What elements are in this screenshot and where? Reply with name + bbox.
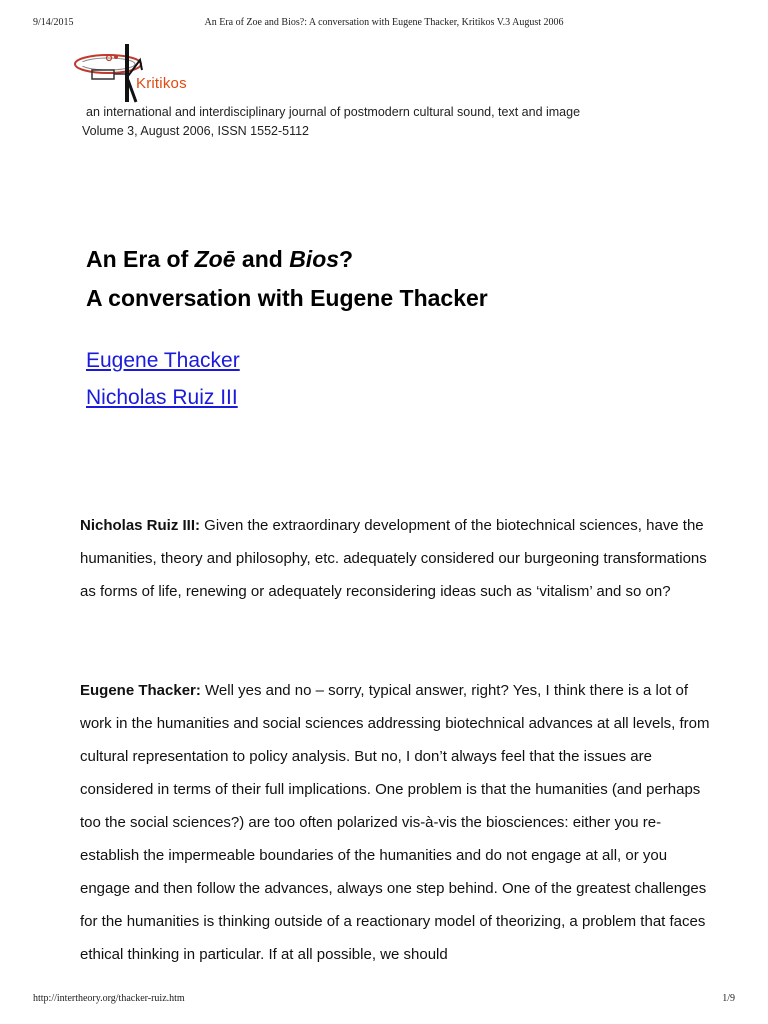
author-links: [86, 342, 240, 416]
title-zoe: Zoē: [194, 246, 236, 272]
print-url: http://intertheory.org/thacker-ruiz.htm: [33, 993, 185, 1004]
article-title-line-1: [86, 240, 488, 279]
title-suffix: ?: [339, 246, 354, 272]
journal-volume: Volume 3, August 2006, ISSN 1552-5112: [82, 124, 310, 138]
journal-description: an international and interdisciplinary journal of postmodern cultural sound, text and image: [86, 105, 581, 119]
kritikos-logo-text: Kritikos: [136, 75, 187, 92]
title-bios: Bios: [289, 246, 340, 272]
print-date: 9/14/2015: [33, 17, 74, 28]
speaker-label: Eugene Thacker:: [80, 682, 201, 699]
paragraph-text: Well yes and no – sorry, typical answer, right? Yes, I think there is a lot of work in the humanities and social sciences addressing biotechnical advances at all levels, from cultural representation to policy analysis. But no, I don’t always feel that the issues are considered in terms of their full implications. One problem is that the humanities (and perhaps too the social sciences?) are too often polarized vis-à-vis the biosciences: either you re-establish the impermeable boundaries of the humanities and do not engage at all, or you engage and then follow the advances, always one step behind. One of the greatest challenges for the humanities is thinking outside of a reactionary model of theorizing, a problem that faces ethical thinking in particular. If at all possible, we should: [80, 682, 710, 963]
paragraph-text: Given the extraordinary development of the biotechnical sciences, have the humanities, theory and philosophy, etc. adequately considered our burgeoning transformations as forms of life, renewing or adequately reconsidering ideas such as ‘vitalism’ and so on?: [80, 517, 707, 600]
author-link-eugene-thacker[interactable]: Eugene Thacker: [86, 349, 240, 372]
title-and: and: [235, 246, 290, 272]
author-link-nicholas-ruiz[interactable]: Nicholas Ruiz III: [86, 386, 238, 409]
article-title: [86, 240, 488, 318]
interview-paragraph: [80, 674, 720, 971]
print-document-title: An Era of Zoe and Bios?: A conversation with Eugene Thacker, Kritikos V.3 August 2006: [204, 17, 564, 28]
article-title-line-2: A conversation with Eugene Thacker: [86, 285, 488, 311]
title-prefix: An Era of: [86, 246, 195, 272]
kritikos-logo[interactable]: [72, 40, 222, 106]
kritikos-logo-icon: [72, 40, 222, 106]
speaker-label: Nicholas Ruiz III:: [80, 517, 201, 534]
page-number: 1/9: [722, 993, 735, 1004]
interview-paragraph: [80, 509, 720, 608]
